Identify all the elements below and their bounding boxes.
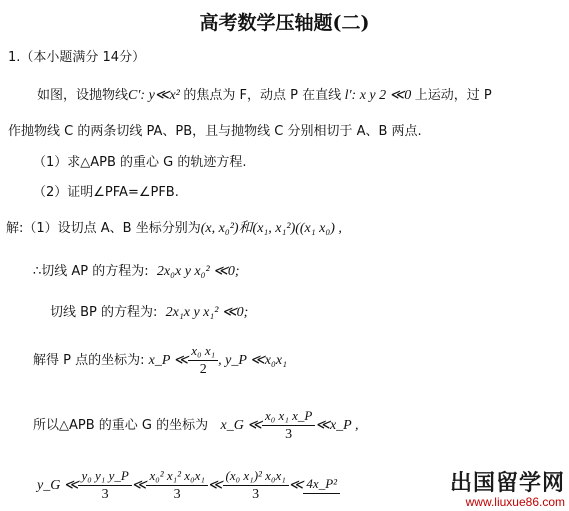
- denominator: 3: [173, 487, 181, 502]
- text: 上运动，过 P: [414, 88, 492, 103]
- fraction: [188, 343, 218, 378]
- tangent-ap-equation: 2x₀x y x₀² ≪0;: [156, 264, 240, 279]
- math: x_G ≪: [220, 418, 263, 433]
- point-p-line: [33, 343, 287, 378]
- text: 切线 BP 的方程为:: [50, 305, 158, 320]
- tangent-bp-equation: 2x₁x y x₁² ≪0;: [165, 305, 249, 320]
- question-1: （1）求△APB 的重心 G 的轨迹方程.: [33, 155, 247, 170]
- fraction: [223, 468, 289, 503]
- centroid-x-line: [33, 408, 358, 443]
- parabola-equation: C′: y≪x²: [128, 88, 184, 103]
- text: 解得 P 点的坐标为:: [33, 353, 145, 368]
- numerator: y₀ y₁ y_P: [78, 468, 131, 486]
- text: 所以△APB 的重心 G 的坐标为: [33, 418, 209, 433]
- problem-header: 1.（本小题满分 14分）: [8, 50, 146, 65]
- math: y_G ≪: [37, 478, 79, 493]
- tangent-points: (x, x₀²)和(x₁, x₁²)((x₁ x₀) ,: [200, 221, 342, 236]
- math: x_P ≪: [148, 353, 189, 368]
- text: 如图，设抛物线: [37, 88, 129, 103]
- denominator: 3: [101, 487, 109, 502]
- math: ≪: [131, 478, 147, 493]
- text: 解:（1）设切点 A、B 坐标分别为: [6, 221, 201, 236]
- tangent-bp-line: [50, 301, 248, 321]
- fraction: [146, 468, 207, 503]
- numerator: 4x_P²: [303, 476, 340, 494]
- text: ∴切线 AP 的方程为:: [33, 264, 149, 279]
- problem-line-2: 作抛物线 C 的两条切线 PA、PB，且与抛物线 C 分别相切于 A、B 两点.: [8, 124, 422, 139]
- watermark-url: www.liuxue86.com: [465, 495, 565, 509]
- numerator: x₀² x₁² x₀x₁: [146, 468, 207, 486]
- math: , y_P ≪x₀x₁: [218, 353, 287, 368]
- denominator: 3: [252, 487, 260, 502]
- fraction: [303, 476, 340, 495]
- watermark: [450, 466, 565, 509]
- question-2: （2）证明∠PFA=∠PFB.: [33, 185, 179, 200]
- page-title: 高考数学压轴题(二): [199, 12, 370, 34]
- math: ≪: [288, 478, 304, 493]
- denominator: 2: [199, 362, 207, 377]
- fraction: [262, 408, 315, 443]
- watermark-brand: 出国留学网: [449, 471, 565, 496]
- text: 的焦点为 F，动点 P 在直线: [183, 88, 342, 103]
- centroid-y-line: [37, 468, 340, 503]
- math: ≪: [207, 478, 223, 493]
- denominator: 3: [285, 427, 293, 442]
- tangent-ap-line: [33, 260, 240, 280]
- fraction: [78, 468, 131, 503]
- denominator: [303, 494, 340, 495]
- numerator: x₀ x₁ x_P: [262, 408, 315, 426]
- problem-line-1: [37, 84, 492, 104]
- solution-step-1: [6, 217, 342, 237]
- numerator: (x₀ x₁)² x₀x₁: [223, 468, 289, 486]
- math: ≪x_P ,: [315, 418, 359, 433]
- numerator: x₀ x₁: [188, 343, 218, 361]
- line-equation: l′: x y 2 ≪0: [341, 88, 415, 103]
